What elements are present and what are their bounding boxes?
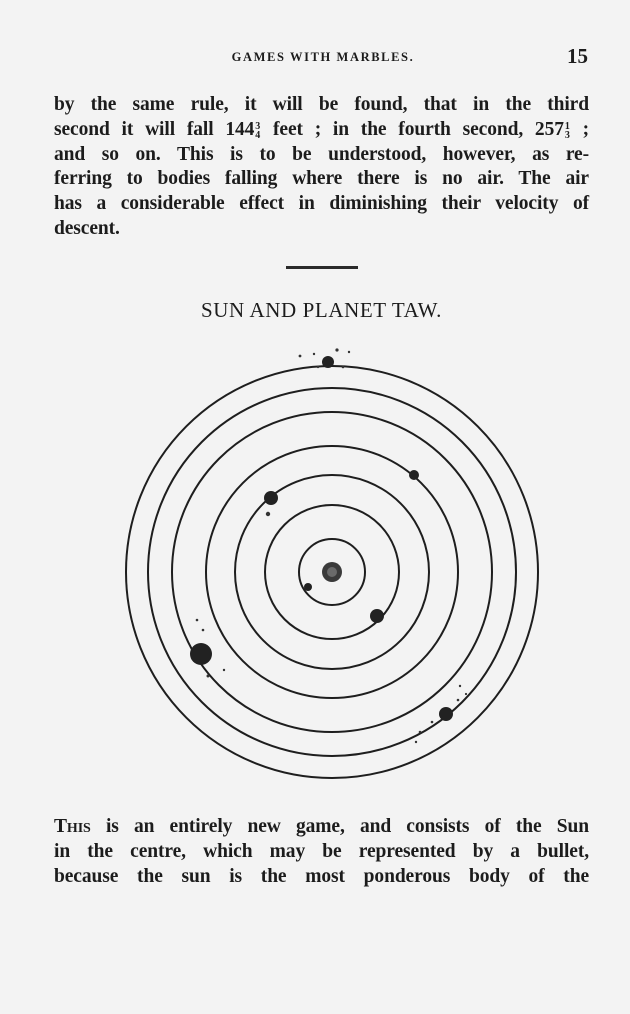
speck — [459, 685, 461, 687]
text-line: has a considerable effect in diminishing their velocity of — [54, 193, 589, 215]
speck — [207, 675, 210, 678]
fraction-denominator: 4 — [255, 129, 261, 141]
text-fragment: ; — [570, 118, 590, 140]
running-title: GAMES WITH MARBLES. — [231, 50, 415, 64]
fraction-numerator: 1 — [564, 120, 570, 132]
text-line: ferring to bodies falling where there is no air. The air — [54, 168, 589, 190]
planet-marble — [439, 707, 453, 721]
fraction — [565, 122, 570, 140]
speck — [223, 669, 225, 671]
planets — [190, 356, 453, 721]
text-line: descent. — [54, 217, 120, 239]
speck — [202, 629, 205, 632]
section-divider — [286, 266, 358, 269]
planet-marble — [409, 470, 419, 480]
speck — [465, 693, 467, 695]
speck — [299, 355, 302, 358]
text-line — [54, 815, 589, 840]
speck — [266, 512, 270, 516]
speck — [342, 366, 345, 369]
text-line — [54, 118, 589, 143]
solar-system-diagram — [100, 340, 540, 790]
body-paragraph — [54, 815, 589, 889]
speck — [317, 366, 319, 368]
intro-paragraph — [54, 93, 589, 242]
fraction — [255, 122, 260, 140]
speck — [415, 741, 417, 743]
text-line: because the sun is the most ponderous body of the — [54, 865, 589, 887]
planet-marble — [304, 583, 312, 591]
planet-marble — [370, 609, 384, 623]
text-fragment: feet ; in the fourth second, 257 — [261, 118, 564, 140]
text-fragment: second it will fall 144 — [54, 118, 255, 140]
page-number: 15 — [567, 44, 588, 68]
sun-highlight — [327, 567, 337, 577]
text-line: and so on. This is to be understood, however, as re- — [54, 143, 589, 165]
speck — [348, 351, 350, 353]
planet-marble — [322, 356, 334, 368]
speck — [431, 721, 434, 724]
planet-marble — [190, 643, 212, 665]
fraction-denominator: 3 — [564, 129, 570, 141]
speck — [196, 619, 199, 622]
text-fragment: is an entirely new game, and consists of the Sun — [90, 816, 589, 837]
speck — [419, 731, 422, 734]
text-line: in the centre, which may be represented by a bullet, — [54, 840, 589, 862]
running-head — [56, 44, 590, 74]
text-line: by the same rule, it will be found, that in the third — [54, 94, 589, 115]
speck — [313, 353, 315, 355]
section-title: SUN AND PLANET TAW. — [200, 298, 442, 322]
speck — [457, 699, 460, 702]
speck — [335, 348, 338, 351]
planet-marble — [264, 491, 278, 505]
fraction-numerator: 3 — [255, 120, 261, 132]
lead-word: This — [54, 816, 91, 837]
